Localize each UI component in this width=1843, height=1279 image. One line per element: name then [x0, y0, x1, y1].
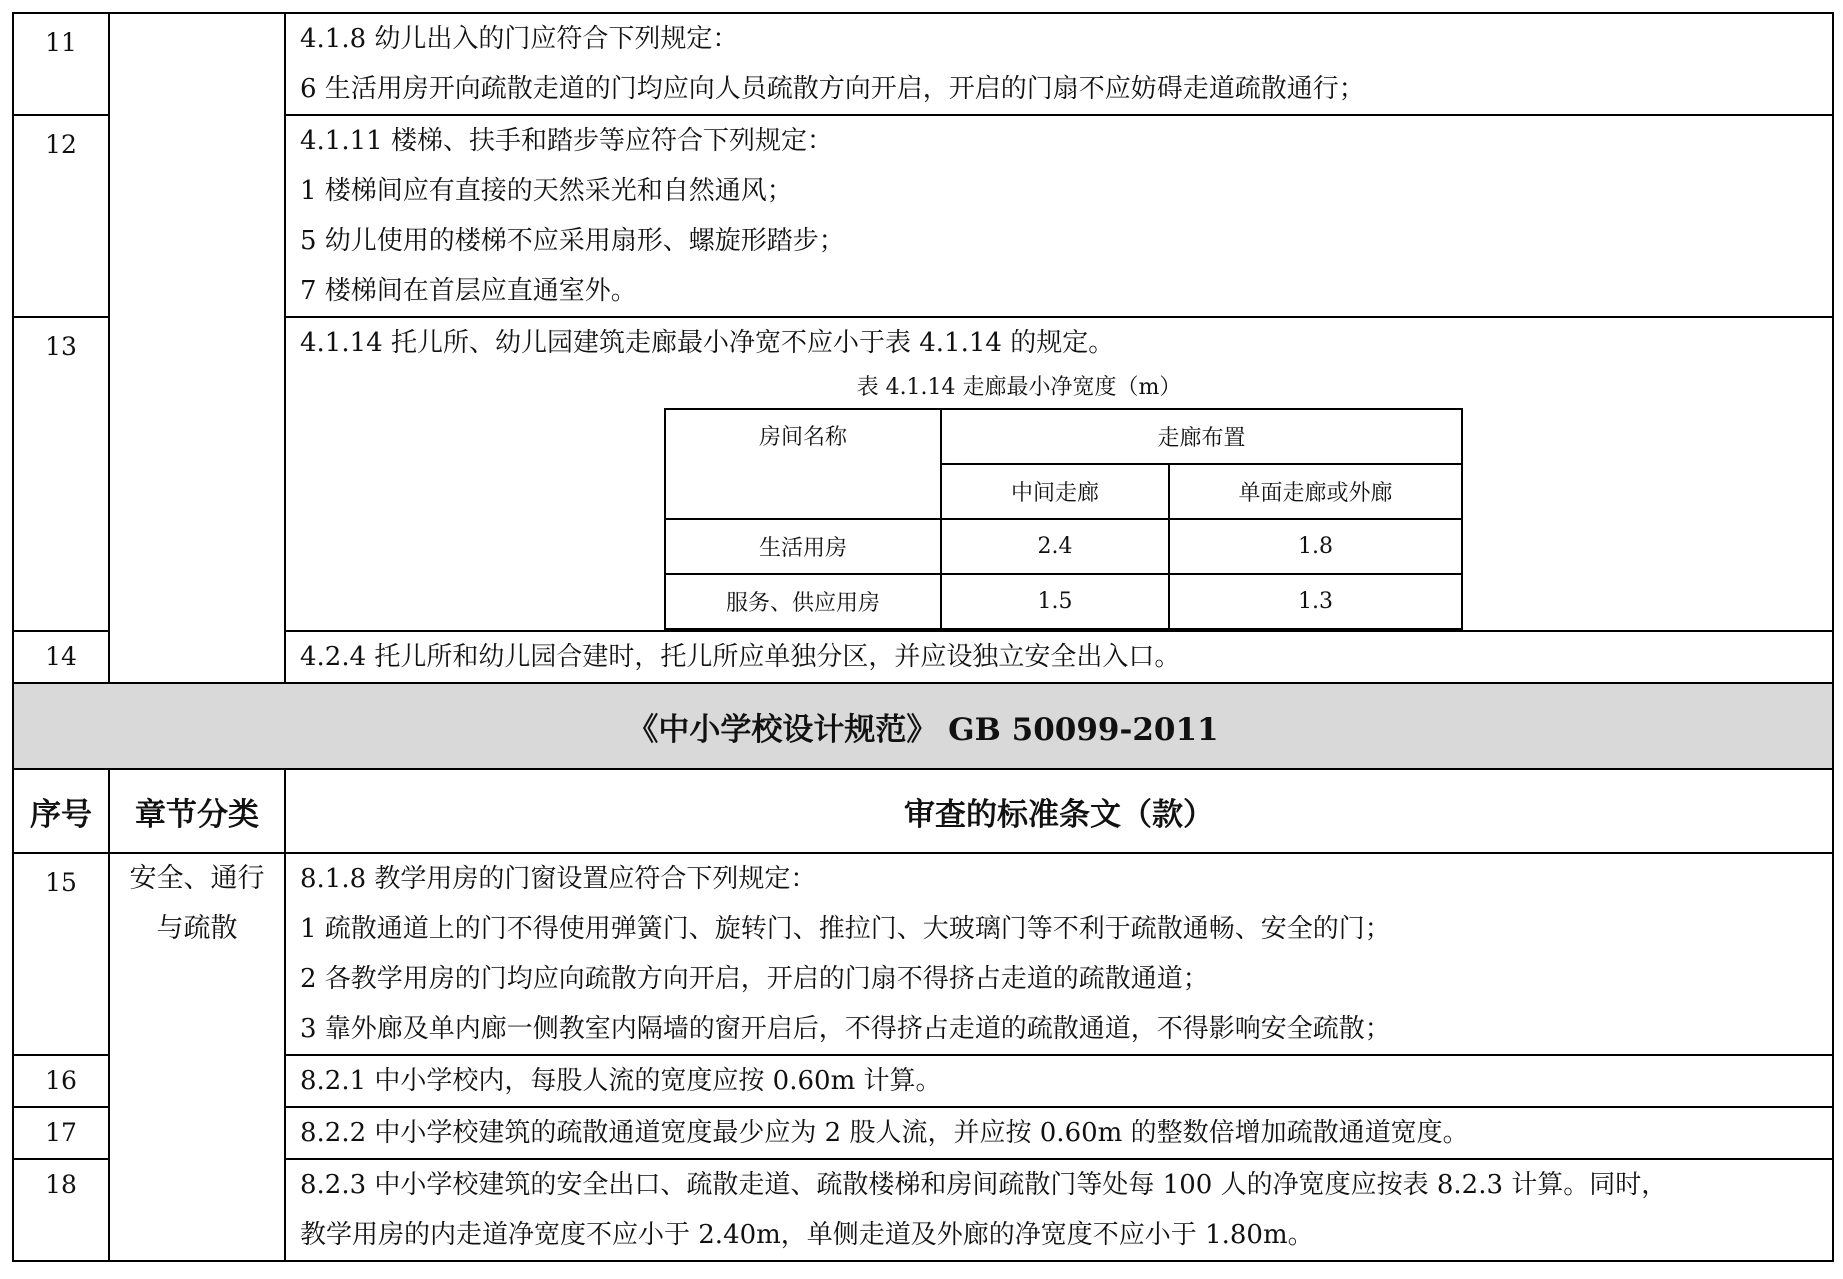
table-row: [665, 574, 1462, 629]
standards-table: [12, 12, 1834, 1262]
document-page: [12, 12, 1832, 1262]
width-value-cell: 2.4: [941, 519, 1169, 574]
clause-line: 2 各教学用房的门均应向疏散方向开启，开启的门扇不得挤占走道的疏散通道；: [300, 964, 1209, 994]
clause-cell: [285, 631, 1833, 683]
table-row: [13, 317, 1833, 631]
category-cell: [109, 13, 285, 683]
clause-line: 8.2.1 中小学校内，每股人流的宽度应按 0.60m 计算。: [300, 1066, 942, 1096]
clause-cell: [285, 115, 1833, 317]
category-line: 与疏散: [156, 913, 238, 944]
column-header-room: 房间名称: [665, 409, 941, 519]
inner-table-caption: 表 4.1.14 走廊最小净宽度（m）: [856, 375, 1182, 400]
table-row: [13, 1055, 1833, 1107]
column-header-middle-corridor: 中间走廊: [941, 464, 1169, 519]
clause-line: 6 生活用房开向疏散走道的门均应向人员疏散方向开启，开启的门扇不应妨碍走道疏散通行；: [300, 74, 1365, 104]
room-name-cell: 生活用房: [665, 519, 941, 574]
table-row: [665, 519, 1462, 574]
room-name-cell: 服务、供应用房: [665, 574, 941, 629]
row-number: 13: [13, 317, 109, 631]
table-row: [13, 13, 1833, 115]
clause-cell: [285, 1107, 1833, 1159]
column-header-clause: 审查的标准条文（款）: [285, 769, 1833, 853]
category-cell: [109, 853, 285, 1261]
clause-line: 4.1.8 幼儿出入的门应符合下列规定：: [300, 24, 739, 54]
clause-cell: [285, 853, 1833, 1055]
clause-cell: [285, 13, 1833, 115]
clause-cell: [285, 1159, 1833, 1261]
clause-line: 8.2.3 中小学校建筑的安全出口、疏散走道、疏散楼梯和房间疏散门等处每 100 人的净宽度应按表 8.2.3 计算。同时，: [300, 1170, 1668, 1200]
clause-line: 8.2.2 中小学校建筑的疏散通道宽度最少应为 2 股人流，并应按 0.60m 的整数倍增加疏散通道宽度。: [300, 1118, 1469, 1148]
clause-line: 4.2.4 托儿所和幼儿园合建时，托儿所应单独分区，并应设独立安全出入口。: [300, 642, 1181, 672]
clause-line: 1 疏散通道上的门不得使用弹簧门、旋转门、推拉门、大玻璃门等不利于疏散通畅、安全的门；: [300, 914, 1391, 944]
row-number: 16: [13, 1055, 109, 1107]
row-number: 11: [13, 13, 109, 115]
row-number: 12: [13, 115, 109, 317]
table-row: [13, 115, 1833, 317]
column-header-category: 章节分类: [109, 769, 285, 853]
clause-line: 5 幼儿使用的楼梯不应采用扇形、螺旋形踏步；: [300, 226, 845, 256]
section-title-row: [13, 683, 1833, 769]
category-line: 安全、通行: [129, 863, 265, 894]
row-number: 15: [13, 853, 109, 1055]
table-row: [13, 1159, 1833, 1261]
clause-line: 4.1.11 楼梯、扶手和踏步等应符合下列规定：: [300, 126, 833, 156]
clause-cell: [285, 1055, 1833, 1107]
clause-line: 7 楼梯间在首层应直通室外。: [300, 276, 637, 306]
column-header-number: 序号: [13, 769, 109, 853]
row-number: 14: [13, 631, 109, 683]
width-value-cell: 1.5: [941, 574, 1169, 629]
row-number: 17: [13, 1107, 109, 1159]
clause-line: 4.1.14 托儿所、幼儿园建筑走廊最小净宽不应小于表 4.1.14 的规定。: [300, 328, 1115, 358]
clause-line: 教学用房的内走道净宽度不应小于 2.40m，单侧走道及外廊的净宽度不应小于 1.80m。: [300, 1220, 1314, 1250]
column-header-single-side-corridor: 单面走廊或外廊: [1169, 464, 1462, 519]
clause-cell: [285, 317, 1833, 631]
clause-line: 1 楼梯间应有直接的天然采光和自然通风；: [300, 176, 793, 206]
header-row: [13, 769, 1833, 853]
section-title: 《中小学校设计规范》 GB 50099-2011: [13, 683, 1833, 769]
column-header-corridor-layout: 走廊布置: [941, 409, 1462, 464]
table-row: [13, 631, 1833, 683]
table-row: [13, 853, 1833, 1055]
width-value-cell: 1.8: [1169, 519, 1462, 574]
clause-line: 3 靠外廊及单内廊一侧教室内隔墙的窗开启后，不得挤占走道的疏散通道，不得影响安全疏散；: [300, 1014, 1391, 1044]
row-number: 18: [13, 1159, 109, 1261]
clause-line: 8.1.8 教学用房的门窗设置应符合下列规定：: [300, 864, 817, 894]
width-value-cell: 1.3: [1169, 574, 1462, 629]
table-row: [13, 1107, 1833, 1159]
corridor-width-table: [664, 408, 1463, 630]
